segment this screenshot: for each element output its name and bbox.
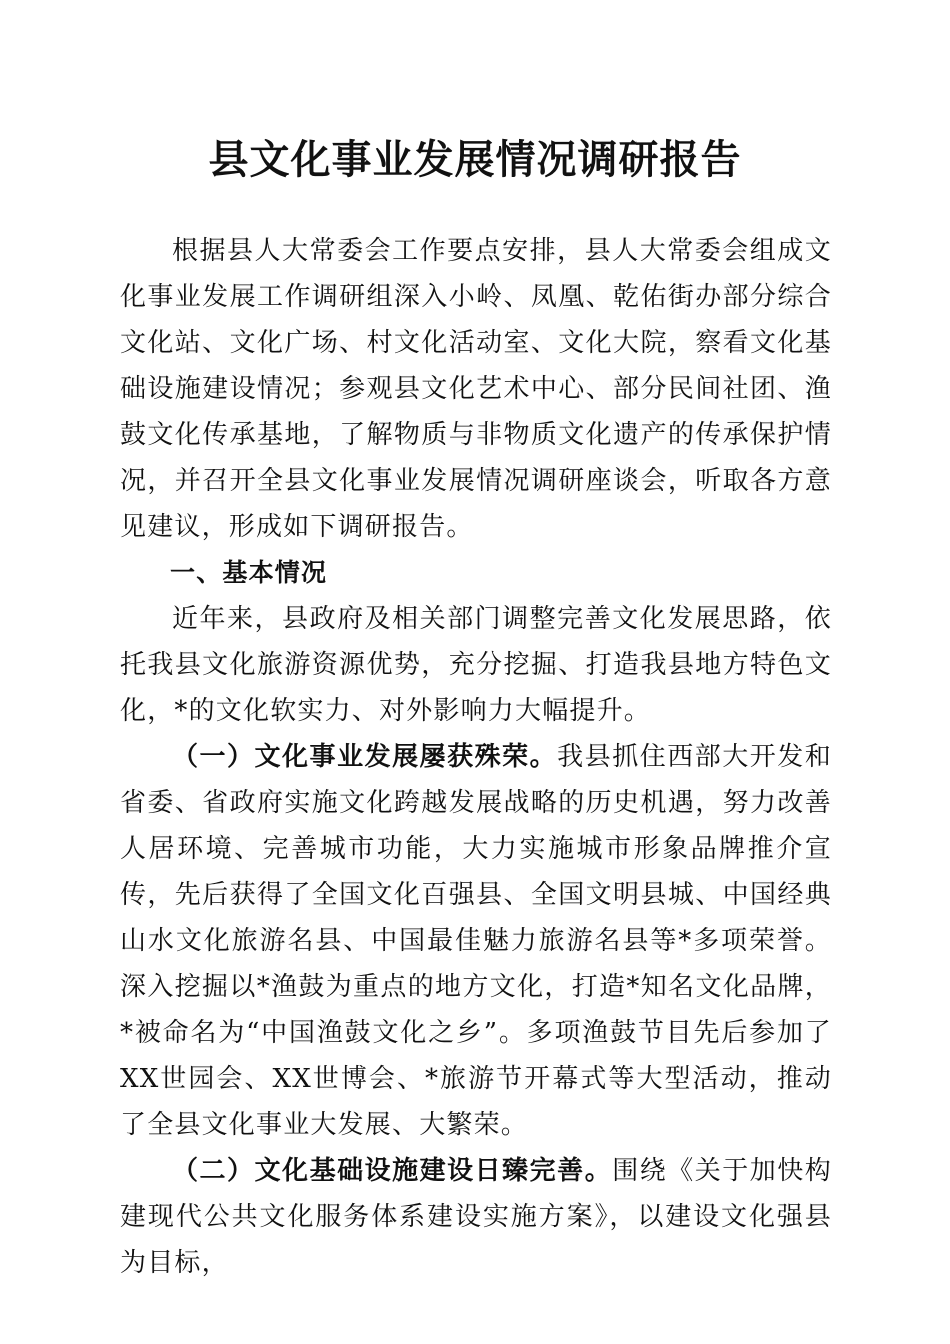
section-heading-basic-situation: 一、基本情况 bbox=[170, 558, 328, 587]
item-2-paragraph bbox=[120, 1148, 832, 1286]
item-1-text: 我县抓住西部大开发和省委、省政府实施文化跨越发展战略的历史机遇，努力改善人居环境、完善城市功能，大力实施城市形象品牌推介宣传，先后获得了全国文化百强县、全国文明县城、中国经典山水文化旅游名县、中国最佳魅力旅游名县等*多项荣誉。深入挖掘以*渔鼓为重点的地方文化，打造*知名文化品牌，*被命名为“中国渔鼓文化之乡”。多项渔鼓节目先后参加了XX世园会、XX世博会、*旅游节开幕式等大型活动，推动了全县文化事业大发展、大繁荣。 bbox=[120, 742, 832, 1140]
item-1-lead: （一）文化事业发展屡获殊荣。 bbox=[172, 742, 558, 772]
item-2-lead: （二）文化基础设施建设日臻完善。 bbox=[172, 1156, 613, 1186]
item-2-text: 围绕《关于加快构建现代公共文化服务体系建设实施方案》，以建设文化强县为目标， bbox=[120, 1156, 832, 1278]
document-title: 县文化事业发展情况调研报告 bbox=[208, 136, 742, 183]
intro-paragraph: 根据县人大常委会工作要点安排，县人大常委会组成文化事业发展工作调研组深入小岭、凤凰、乾佑街办部分综合文化站、文化广场、村文化活动室、文化大院，察看文化基础设施建设情况；参观县文化艺术中心、部分民间社团、渔鼓文化传承基地，了解物质与非物质文化遗产的传承保护情况，并召开全县文化事业发展情况调研座谈会，听取各方意见建议，形成如下调研报告。 bbox=[120, 236, 832, 542]
section-intro-paragraph: 近年来，县政府及相关部门调整完善文化发展思路，依托我县文化旅游资源优势，充分挖掘、打造我县地方特色文化，*的文化软实力、对外影响力大幅提升。 bbox=[120, 604, 832, 726]
document-body bbox=[120, 228, 832, 1286]
item-1-paragraph bbox=[120, 734, 832, 1148]
